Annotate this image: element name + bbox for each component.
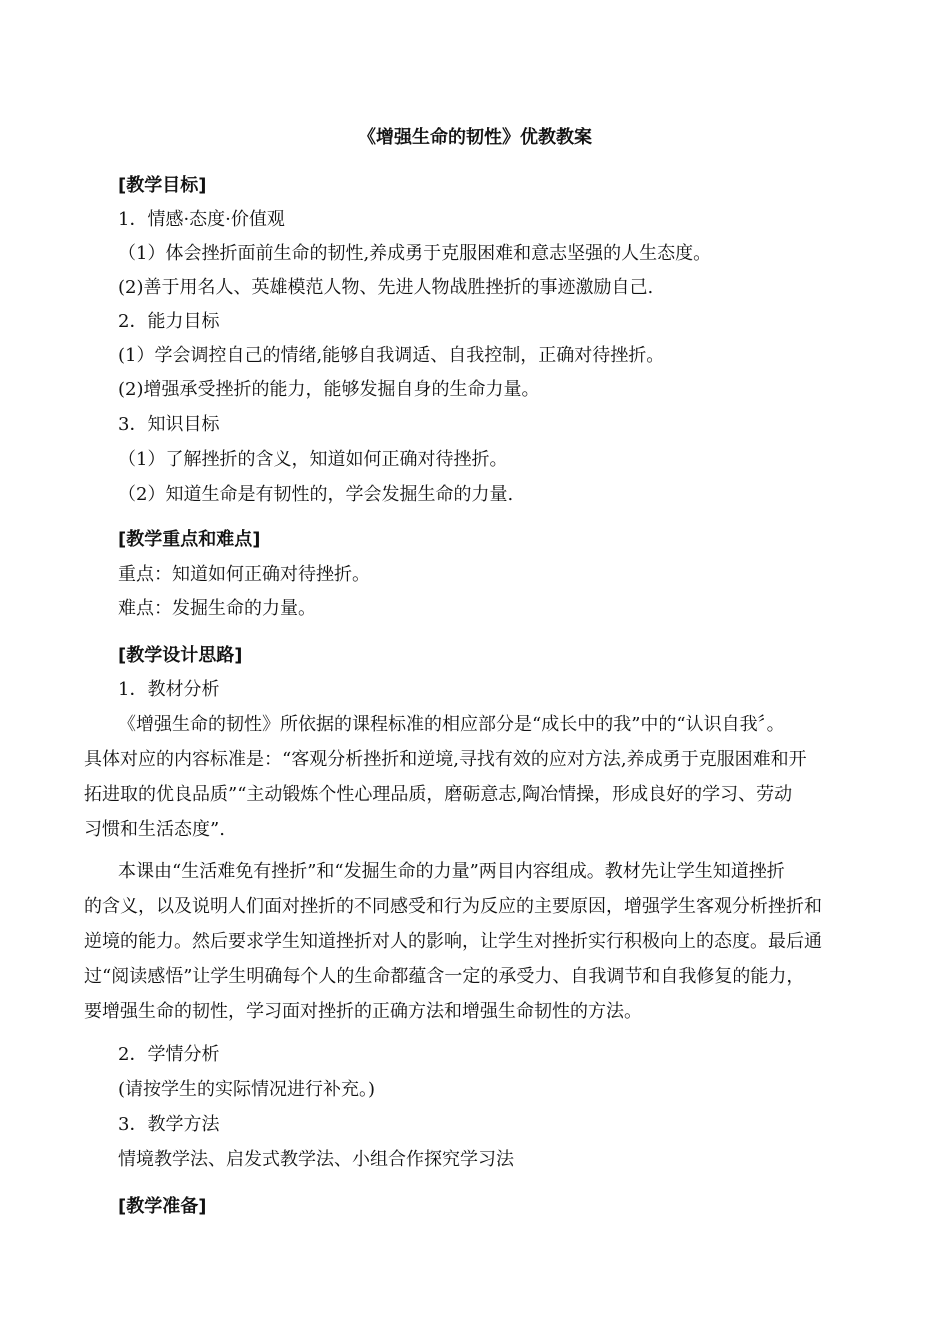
- objective-item-1: 1．情感·态度·价值观: [118, 209, 285, 230]
- objective-item-1-2: (2)善于用名人、英雄模范人物、先进人物战胜挫折的事迹激励自己.: [118, 277, 654, 298]
- objective-item-3-2: （2）知道生命是有韧性的，学会发掘生命的力量.: [118, 484, 514, 505]
- section-heading-design: [教学设计思路]: [118, 645, 243, 666]
- design-paragraph-1-line-1: 《增强生命的韧性》所依据的课程标准的相应部分是“成长中的我”中的“认识自我〞。: [118, 714, 785, 735]
- design-paragraph-2-line-5: 要增强生命的韧性，学习面对挫折的正确方法和增强生命韧性的方法。: [84, 1001, 642, 1022]
- section-heading-keypoints: [教学重点和难点]: [118, 529, 261, 550]
- objective-item-2: 2．能力目标: [118, 311, 220, 332]
- design-item-2-text: (请按学生的实际情况进行补充。): [118, 1079, 376, 1100]
- objective-item-1-1: （1）体会挫折面前生命的韧性,养成勇于克服困难和意志坚强的人生态度。: [118, 243, 712, 264]
- section-heading-preparation: [教学准备]: [118, 1196, 207, 1217]
- objective-item-2-1: (1）学会调控自己的情绪,能够自我调适、自我控制，正确对待挫折。: [118, 345, 665, 366]
- design-paragraph-2-line-2: 的含义，以及说明人们面对挫折的不同感受和行为反应的主要原因，增强学生客观分析挫折和: [84, 896, 822, 917]
- design-paragraph-2-line-3: 逆境的能力。然后要求学生知道挫折对人的影响，让学生对挫折实行积极向上的态度。最后通: [84, 931, 822, 952]
- design-paragraph-1-line-4: 习惯和生活态度”.: [84, 819, 225, 840]
- section-heading-objectives: [教学目标]: [118, 175, 207, 196]
- difficult-point: 难点：发掘生命的力量。: [118, 598, 316, 619]
- key-point: 重点：知道如何正确对待挫折。: [118, 564, 370, 585]
- objective-item-3: 3．知识目标: [118, 414, 220, 435]
- design-paragraph-1-line-3: 拓进取的优良品质”“主动锻炼个性心理品质，磨砺意志,陶冶情操，形成良好的学习、劳动: [84, 784, 793, 805]
- design-paragraph-2-line-1: 本课由“生活难免有挫折”和“发掘生命的力量”两目内容组成。教材先让学生知道挫折: [118, 861, 785, 882]
- design-paragraph-2-line-4: 过“阅读感悟”让学生明确每个人的生命都蕴含一定的承受力、自我调节和自我修复的能力，: [84, 966, 805, 987]
- design-paragraph-1-line-2: 具体对应的内容标准是：“客观分析挫折和逆境,寻找有效的应对方法,养成勇于克服困难和开: [84, 749, 807, 770]
- objective-item-3-1: （1）了解挫折的含义，知道如何正确对待挫折。: [118, 449, 508, 470]
- design-item-1: 1．教材分析: [118, 679, 220, 700]
- document-title: 《增强生命的韧性》优教教案: [358, 127, 592, 148]
- design-item-2: 2．学情分析: [118, 1044, 220, 1065]
- design-item-3-text: 情境教学法、启发式教学法、小组合作探究学习法: [118, 1149, 514, 1170]
- design-item-3: 3．教学方法: [118, 1114, 220, 1135]
- objective-item-2-2: (2)增强承受挫折的能力，能够发掘自身的生命力量。: [118, 379, 540, 400]
